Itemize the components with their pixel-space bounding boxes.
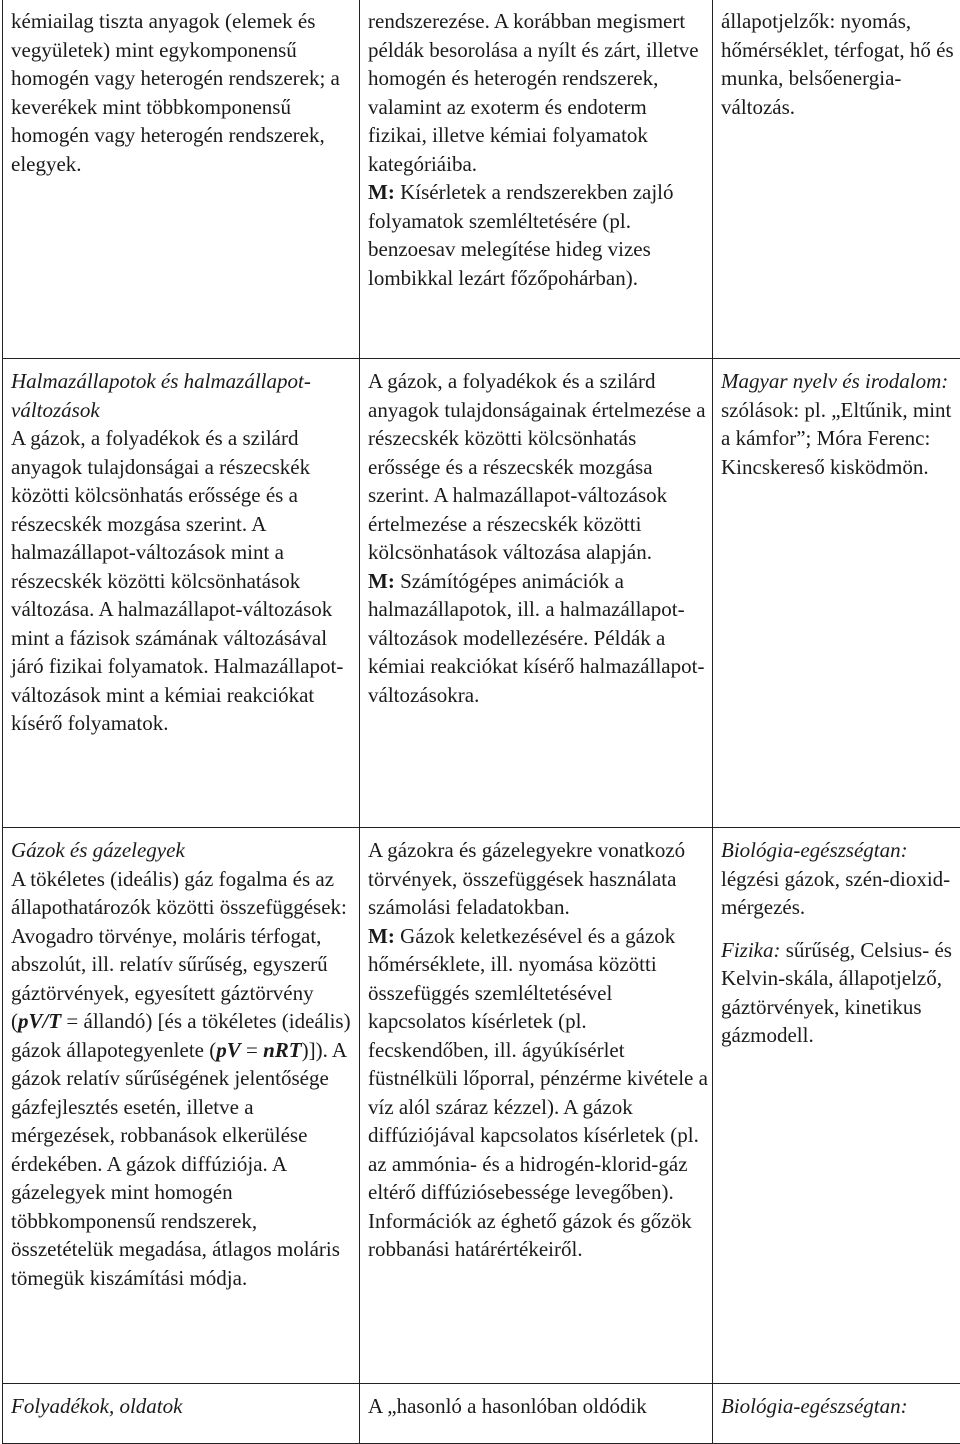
cell-text: A gázok, a folyadékok és a szilárd anyagok tulajdonságai a részecskék közötti kölcsönhatás erőssége és a részecskék mozgása szerint. A halmazállapot-változások mint a részecskék közötti kölcsönhatások változása. A halmazállapot-változások mint a fázisok számának változásával járó fizikai folyamatok. Halmazállapot-változások mint a kémiai reakciókat kísérő folyamatok. [11, 426, 343, 735]
activity-cell [360, 0, 713, 359]
activity-cell [360, 359, 713, 828]
formula-variable: nRT [263, 1038, 302, 1062]
content-cell [3, 359, 360, 828]
content-cell [3, 0, 360, 359]
activity-cell [360, 1384, 713, 1444]
cell-text: légzési gázok, szén-dioxid-mérgezés. [721, 867, 950, 920]
connection-cell [713, 359, 960, 828]
cell-text: A gázokra és gázelegyekre vonatkozó törvények, összefüggések használata számolási feladatokban. [368, 838, 685, 919]
cell-text: )]). A gázok relatív sűrűségének jelentősége gázfejlesztés esetén, illetve a mérgezések, robbanások elkerülése érdekében. A gázok diffúziója. A gázelegyek mint homogén többkomponensű rendszerek, összetételük megadása, átlagos moláris tömegük kiszámítási módja. [11, 1038, 346, 1290]
subject-paragraph [721, 936, 956, 1050]
subject-label: Biológia-egészségtan: [721, 1394, 908, 1418]
section-title: Halmazállapotok és halmazállapot-változások [11, 367, 355, 424]
cell-text: szólások: pl. „Eltűnik, mint a kámfor”; Móra Ferenc: Kincskereső kisködmön. [721, 398, 951, 479]
connection-cell [713, 0, 960, 359]
method-text: Számítógépes animációk a halmazállapotok, ill. a halmazállapot-változások modellezésére. Példák a kémiai reakciókat kísérő halmazállapot-változásokra. [368, 569, 704, 707]
table-row [3, 0, 960, 359]
table-row [3, 828, 960, 1384]
method-paragraph [368, 922, 708, 1264]
subject-label: Biológia-egészségtan: [721, 838, 908, 862]
section-title: Folyadékok, oldatok [11, 1394, 182, 1418]
activity-cell [360, 828, 713, 1384]
cell-text: sűrűség, Celsius- és Kelvin-skála, állapotjelző, gáztörvények, kinetikus gázmodell. [721, 938, 952, 1048]
cell-text: A tökéletes (ideális) gáz fogalma és az állapothatározók közötti összefüggések: Avogadro törvénye, moláris térfogat, abszolút, ill. relatív sűrűség, egyszerű gáztörvények, egyesített gáztörvény ( [11, 867, 347, 1034]
method-label: M: [368, 569, 395, 593]
content-cell [3, 1384, 360, 1444]
cell-text: A „hasonló a hasonlóban oldódik [368, 1394, 647, 1418]
curriculum-table [2, 0, 960, 1444]
subject-label: Fizika: [721, 938, 780, 962]
connection-cell [713, 828, 960, 1384]
method-paragraph [368, 178, 708, 292]
formula-variable: pV [216, 1038, 241, 1062]
method-label: M: [368, 924, 395, 948]
cell-text: rendszerezése. A korábban megismert példák besorolása a nyílt és zárt, illetve homogén és heterogén rendszerek, valamint az exoterm és endoterm fizikai, illetve kémiai folyamatok kategóriáiba. [368, 9, 699, 176]
section-title: Gázok és gázelegyek [11, 836, 355, 865]
subject-label: Magyar nyelv és irodalom: [721, 369, 948, 393]
method-paragraph [368, 567, 708, 710]
cell-text: állapotjelzők: nyomás, hőmérséklet, térfogat, hő és munka, belsőenergia-változás. [721, 9, 954, 119]
content-cell [3, 828, 360, 1384]
method-label: M: [368, 180, 395, 204]
subject-paragraph [721, 836, 956, 922]
method-text: Kísérletek a rendszerekben zajló folyamatok szemléltetésére (pl. benzoesav melegítése hideg vizes lombikkal lezárt főzőpohárban). [368, 180, 674, 290]
table-row [3, 359, 960, 828]
cell-text: A gázok, a folyadékok és a szilárd anyagok tulajdonságainak értelmezése a részecskék közötti kölcsönhatás erőssége és a részecskék mozgása szerint. A halmazállapot-változások értelmezése a részecskék közötti kölcsönhatások változása alapján. [368, 369, 706, 564]
table-row [3, 1384, 960, 1444]
formula-equals: = [241, 1038, 263, 1062]
cell-text: = állandó) [és a tökéletes (ideális) gázok állapotegyenlete ( [11, 1009, 351, 1062]
cell-text: kémiailag tiszta anyagok (elemek és vegyületek) mint egykomponensű homogén vagy heterogén rendszerek; a keverékek mint többkomponensű homogén vagy heterogén rendszerek, elegyek. [11, 9, 340, 176]
formula-variable: pV/T [18, 1009, 61, 1033]
connection-cell [713, 1384, 960, 1444]
method-text: Gázok keletkezésével és a gázok hőmérséklete, ill. nyomása közötti összefüggés szemléltetésével kapcsolatos kísérletek (pl. fecskendőben, ill. ágyúkísérlet füstnélküli lőporral, pénzérme kivétele a víz alól száraz kézzel). A gázok diffúziójával kapcsolatos kísérletek (pl. az ammónia- és a hidrogén-klorid-gáz eltérő diffúziósebessége levegőben). Információk az éghető gázok és gőzök robbanási határértékeiről. [368, 924, 708, 1262]
